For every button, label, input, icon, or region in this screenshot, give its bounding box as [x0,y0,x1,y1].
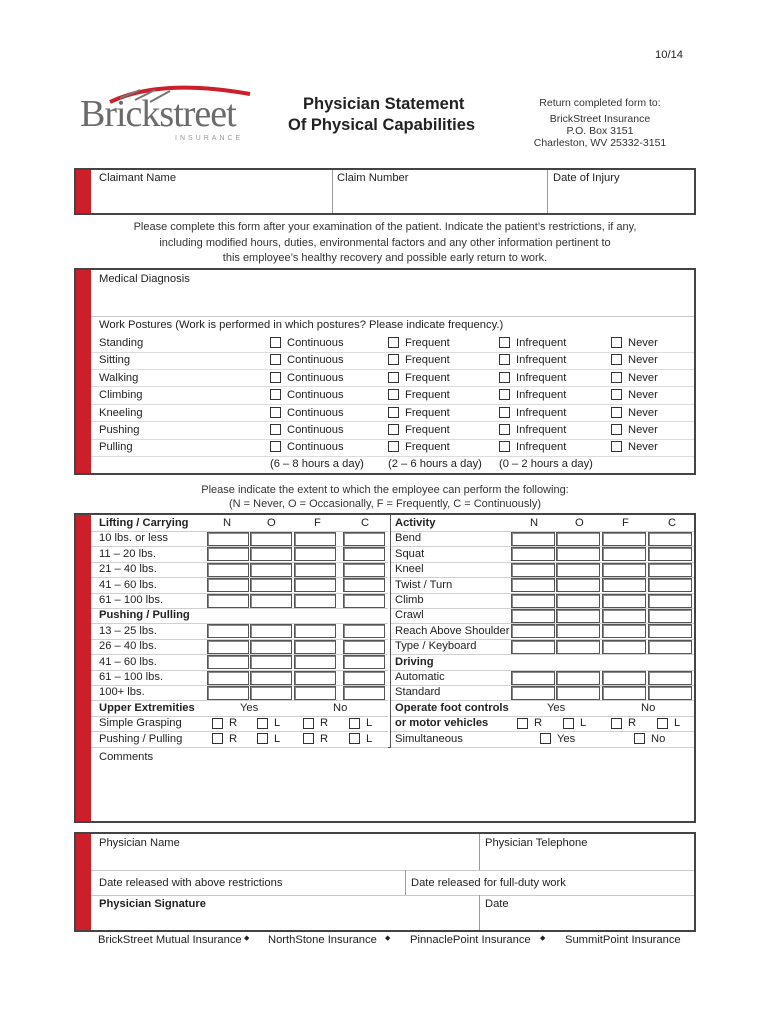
lifting-title: Lifting / Carrying [99,517,189,529]
frequency-cell[interactable] [556,532,600,546]
posture-checkbox[interactable] [499,354,510,365]
frequency-cell[interactable] [648,686,692,700]
frequency-cell[interactable] [556,640,600,654]
posture-checkbox[interactable] [388,354,399,365]
lifting-label: 10 lbs. or less [99,532,169,545]
extremity-checkbox[interactable] [349,733,360,744]
physician-telephone-field[interactable]: Physician Telephone [485,837,588,849]
row-divider [91,546,388,547]
frequency-cell[interactable] [511,624,555,638]
frequency-cell[interactable] [511,640,555,654]
posture-checkbox[interactable] [270,389,281,400]
frequency-cell[interactable] [250,547,292,561]
frequency-cell[interactable] [602,532,646,546]
frequency-cell[interactable] [511,547,555,561]
page-number: 10/14 [655,49,683,61]
physician-signature-field[interactable]: Physician Signature [99,898,206,910]
activity-title: Activity [395,517,436,529]
return-label: Return completed form to: [539,97,661,109]
row-divider [91,369,694,370]
posture-checkbox[interactable] [499,441,510,452]
frequency-cell[interactable] [207,532,249,546]
date-released-restrictions-field[interactable]: Date released with above restrictions [99,877,283,889]
posture-option-label: Frequent [405,424,450,436]
posture-label: Pushing [99,424,140,436]
extremity-checkbox[interactable] [303,718,314,729]
hours-label: (0 – 2 hours a day) [499,458,593,470]
frequency-cell[interactable] [294,686,336,700]
extremity-checkbox[interactable] [303,733,314,744]
frequency-cell[interactable] [648,532,692,546]
posture-option-label: Frequent [405,441,450,454]
row-divider [91,593,388,594]
activity-label: Bend [395,532,422,545]
posture-option-label: Never [628,406,658,419]
posture-option-label: Continuous [287,424,344,436]
frequency-cell[interactable] [207,686,249,700]
frequency-cell[interactable] [294,563,336,577]
side-label: L [274,732,281,745]
posture-label: Pulling [99,441,133,454]
frequency-header: N [223,517,232,529]
activity-label: Crawl [395,609,424,622]
frequency-header: C [668,517,677,529]
posture-checkbox[interactable] [611,372,622,383]
frequency-cell[interactable] [343,655,385,669]
accent-bar [76,515,91,821]
posture-checkbox[interactable] [388,424,399,435]
frequency-cell[interactable] [207,640,249,654]
side-label: L [274,717,281,730]
posture-checkbox[interactable] [388,407,399,418]
row-divider [391,608,694,609]
posture-option-label: Continuous [287,371,344,384]
foot-control-checkbox[interactable] [563,718,574,729]
pushing-title: Pushing / Pulling [99,609,190,622]
row-divider [91,654,388,655]
driving-title: Driving [395,655,434,668]
lifting-label: 61 – 100 lbs. [99,594,164,606]
foot-control-checkbox[interactable] [657,718,668,729]
extremity-checkbox[interactable] [212,718,223,729]
posture-checkbox[interactable] [611,354,622,365]
posture-checkbox[interactable] [270,441,281,452]
frequency-cell[interactable] [556,609,600,623]
no-label: No [641,701,656,714]
frequency-cell[interactable] [602,547,646,561]
activity-label: Climb [395,594,424,606]
frequency-header: F [622,517,629,529]
posture-option-label: Infrequent [516,371,567,384]
frequency-cell[interactable] [511,594,555,608]
activity-label: Kneel [395,563,424,576]
side-label: L [366,717,373,730]
driving-label: Automatic [395,671,445,683]
title-line1: Physician Statement [303,95,465,113]
frequency-cell[interactable] [343,624,385,638]
frequency-cell[interactable] [294,578,336,592]
posture-label: Sitting [99,354,131,367]
frequency-cell[interactable] [648,640,692,654]
row-divider [391,593,694,594]
frequency-cell[interactable] [250,563,292,577]
posture-option-label: Continuous [287,354,344,367]
frequency-cell[interactable] [556,671,600,685]
frequency-cell[interactable] [511,532,555,546]
posture-checkbox[interactable] [388,441,399,452]
frequency-header: N [530,517,539,529]
frequency-cell[interactable] [511,686,555,700]
no-label: No [651,732,666,745]
title-line2: Of Physical Capabilities [288,116,476,134]
row-divider [91,685,388,686]
frequency-cell[interactable] [343,547,385,561]
frequency-cell[interactable] [294,655,336,669]
frequency-cell[interactable] [294,594,336,608]
simultaneous-yes-checkbox[interactable] [540,733,551,744]
row-divider [391,546,694,547]
row-divider [91,386,694,387]
frequency-cell[interactable] [207,671,249,685]
side-label: L [674,717,681,730]
row-divider [91,670,388,671]
side-label: R [534,717,543,730]
return-line: BrickStreet Insurance [549,113,651,125]
posture-checkbox[interactable] [499,372,510,383]
posture-checkbox[interactable] [270,354,281,365]
posture-option-label: Never [628,337,658,349]
frequency-cell[interactable] [648,563,692,577]
foot-controls-title-2: or motor vehicles [395,717,489,730]
frequency-cell[interactable] [556,594,600,608]
row-divider [391,531,694,532]
no-label: No [333,701,348,714]
frequency-cell[interactable] [556,563,600,577]
row-divider [91,352,694,353]
driving-label: Standard [395,686,441,699]
frequency-cell[interactable] [250,532,292,546]
brickstreet-logo [80,80,255,150]
hours-label: (2 – 6 hours a day) [388,458,482,470]
frequency-cell[interactable] [648,671,692,685]
posture-checkbox[interactable] [499,337,510,348]
frequency-cell[interactable] [250,578,292,592]
accent-bar [76,170,91,213]
frequency-cell[interactable] [511,563,555,577]
posture-checkbox[interactable] [388,372,399,383]
posture-option-label: Frequent [405,389,450,402]
frequency-cell[interactable] [207,547,249,561]
activity-label: Type / Keyboard [395,640,477,653]
frequency-header: O [575,517,584,529]
frequency-cell[interactable] [602,609,646,623]
posture-option-label: Infrequent [516,337,567,349]
pushing-label: 13 – 25 lbs. [99,624,157,637]
row-divider [391,685,694,686]
posture-option-label: Continuous [287,389,344,402]
posture-option-label: Continuous [287,337,344,349]
row-divider [91,531,388,532]
instructions-line: this employee’s healthy recovery and possible early return to work. [222,252,548,264]
pushing-label: 26 – 40 lbs. [99,640,157,653]
frequency-cell[interactable] [294,624,336,638]
posture-checkbox[interactable] [611,389,622,400]
posture-option-label: Infrequent [516,441,567,454]
posture-checkbox[interactable] [499,407,510,418]
side-label: R [320,732,329,745]
footer-company: BrickStreet Mutual Insurance [98,934,242,946]
frequency-header: C [361,517,370,529]
posture-option-label: Frequent [405,337,450,349]
lifting-label: 21 – 40 lbs. [99,563,157,576]
row-divider [91,623,388,624]
extremity-checkbox[interactable] [257,733,268,744]
posture-checkbox[interactable] [499,424,510,435]
footer-company: PinnaclePoint Insurance [410,934,531,946]
activity-label: Squat [395,547,425,560]
posture-option-label: Infrequent [516,389,567,402]
frequency-cell[interactable] [556,578,600,592]
activity-label: Twist / Turn [395,578,453,591]
frequency-header: F [314,517,321,529]
footer-diamond-icon: ◆ [244,935,250,942]
footer-diamond-icon: ◆ [540,935,546,942]
posture-checkbox[interactable] [611,424,622,435]
frequency-cell[interactable] [250,671,292,685]
side-label: R [320,717,329,730]
pushing-label: 100+ lbs. [99,686,145,699]
frequency-cell[interactable] [602,686,646,700]
side-label: R [628,717,637,730]
frequency-cell[interactable] [207,655,249,669]
logo-sub: INSURANCE [175,135,244,142]
frequency-cell[interactable] [511,671,555,685]
posture-option-label: Never [628,424,658,436]
frequency-cell[interactable] [343,532,385,546]
yes-label: Yes [547,701,566,714]
frequency-cell[interactable] [602,594,646,608]
frequency-cell[interactable] [250,640,292,654]
row-divider [91,608,388,609]
posture-option-label: Infrequent [516,424,567,436]
pushing-label: 61 – 100 lbs. [99,671,164,683]
posture-option-label: Never [628,371,658,384]
foot-control-checkbox[interactable] [517,718,528,729]
frequency-cell[interactable] [343,671,385,685]
posture-option-label: Continuous [287,441,344,454]
frequency-cell[interactable] [343,594,385,608]
frequency-cell[interactable] [602,624,646,638]
date-released-full-duty-field[interactable]: Date released for full-duty work [411,877,566,889]
posture-option-label: Frequent [405,354,450,367]
frequency-cell[interactable] [343,686,385,700]
row-divider [391,577,694,578]
row-divider [391,670,694,671]
posture-option-label: Never [628,354,658,367]
posture-option-label: Never [628,389,658,402]
frequency-cell[interactable] [250,624,292,638]
claimant-name-field[interactable]: Claimant Name [99,172,177,184]
extremity-checkbox[interactable] [212,733,223,744]
frequency-cell[interactable] [250,594,292,608]
upper-extremity-label: Simple Grasping [99,717,182,730]
row-divider [391,654,694,655]
frequency-cell[interactable] [648,547,692,561]
upper-extremities-title: Upper Extremities [99,701,195,714]
footer-diamond-icon: ◆ [385,935,391,942]
frequency-cell[interactable] [602,563,646,577]
side-label: L [366,732,373,745]
frequency-cell[interactable] [511,578,555,592]
posture-checkbox[interactable] [388,389,399,400]
frequency-cell[interactable] [556,624,600,638]
foot-controls-title: Operate foot controls [395,701,509,714]
signature-date-field[interactable]: Date [485,898,509,910]
physician-name-field[interactable]: Physician Name [99,837,180,849]
frequency-cell[interactable] [648,624,692,638]
frequency-cell[interactable] [602,578,646,592]
lifting-label: 11 – 20 lbs. [99,547,157,560]
row-divider [91,404,694,405]
posture-checkbox[interactable] [611,441,622,452]
foot-control-checkbox[interactable] [611,718,622,729]
instructions [74,220,696,267]
yes-label: Yes [240,701,259,714]
posture-label: Walking [99,371,139,384]
medical-diagnosis-field[interactable]: Medical Diagnosis [99,273,190,285]
posture-option-label: Never [628,441,658,454]
return-line: Charleston, WV 25332-3151 [533,137,667,149]
row-divider [91,747,388,748]
simultaneous-no-checkbox[interactable] [634,733,645,744]
activity-label: Reach Above Shoulder [395,624,510,637]
work-postures-title: Work Postures (Work is performed in which postures? Please indicate frequency.) [99,319,504,331]
frequency-cell[interactable] [648,578,692,592]
lifting-label: 41 – 60 lbs. [99,578,157,591]
side-label: R [229,732,238,745]
frequency-cell[interactable] [294,547,336,561]
posture-checkbox[interactable] [270,337,281,348]
row-divider [91,562,388,563]
row-divider [391,639,694,640]
frequency-cell[interactable] [294,532,336,546]
frequency-cell[interactable] [556,547,600,561]
posture-option-label: Frequent [405,371,450,384]
frequency-cell[interactable] [207,594,249,608]
yes-label: Yes [557,732,576,745]
upper-extremity-label: Pushing / Pulling [99,732,183,745]
frequency-cell[interactable] [602,640,646,654]
frequency-cell[interactable] [250,686,292,700]
row-divider [391,623,694,624]
posture-checkbox[interactable] [499,389,510,400]
footer-company: NorthStone Insurance [268,934,377,946]
posture-checkbox[interactable] [270,372,281,383]
row-divider [91,439,694,440]
frequency-cell[interactable] [602,671,646,685]
extremity-checkbox[interactable] [349,718,360,729]
pushing-label: 41 – 60 lbs. [99,655,157,668]
posture-checkbox[interactable] [611,337,622,348]
row-divider [391,747,694,748]
posture-option-label: Infrequent [516,406,567,419]
posture-checkbox[interactable] [388,337,399,348]
frequency-cell[interactable] [250,655,292,669]
instructions-line: including modified hours, duties, environmental factors and any other information pertinent to [159,236,611,249]
frequency-cell[interactable] [207,624,249,638]
return-address [520,97,680,149]
frequency-cell[interactable] [207,578,249,592]
logo-name: Brickstreet [80,93,236,135]
posture-label: Standing [99,337,144,349]
frequency-cell[interactable] [343,563,385,577]
frequency-cell[interactable] [648,594,692,608]
instructions-line: Please complete this form after your examination of the patient. Indicate the patient’s restrictions, if any, [133,221,637,233]
posture-label: Climbing [99,389,143,402]
posture-checkbox[interactable] [611,407,622,418]
extent-line: (N = Never, O = Occasionally, F = Frequently, C = Continuously) [229,498,541,510]
frequency-cell[interactable] [294,640,336,654]
row-divider [391,562,694,563]
frequency-cell[interactable] [511,609,555,623]
accent-bar [76,834,91,930]
row-divider [91,421,694,422]
postures-box [74,268,696,475]
frequency-cell[interactable] [207,563,249,577]
frequency-cell[interactable] [294,671,336,685]
frequency-header: O [267,517,276,529]
frequency-cell[interactable] [556,686,600,700]
posture-option-label: Continuous [287,406,344,419]
side-label: R [229,717,238,730]
posture-checkbox[interactable] [270,424,281,435]
extent-instructions [74,483,696,511]
return-line: P.O. Box 3151 [566,125,634,137]
claim-number-field[interactable]: Claim Number [337,172,409,184]
row-divider [91,639,388,640]
hours-label: (6 – 8 hours a day) [270,458,364,470]
comments-field[interactable]: Comments [99,751,154,763]
frequency-cell[interactable] [648,609,692,623]
extremity-checkbox[interactable] [257,718,268,729]
frequency-cell[interactable] [343,578,385,592]
row-divider [91,577,388,578]
posture-option-label: Frequent [405,406,450,419]
simultaneous-label: Simultaneous [395,732,463,745]
frequency-cell[interactable] [343,640,385,654]
posture-label: Kneeling [99,406,143,419]
accent-bar [76,270,91,473]
posture-checkbox[interactable] [270,407,281,418]
posture-option-label: Infrequent [516,354,567,367]
date-of-injury-field[interactable]: Date of Injury [553,172,620,184]
extent-line: Please indicate the extent to which the employee can perform the following: [201,484,569,496]
side-label: L [580,717,587,730]
footer-company: SummitPoint Insurance [565,934,681,946]
